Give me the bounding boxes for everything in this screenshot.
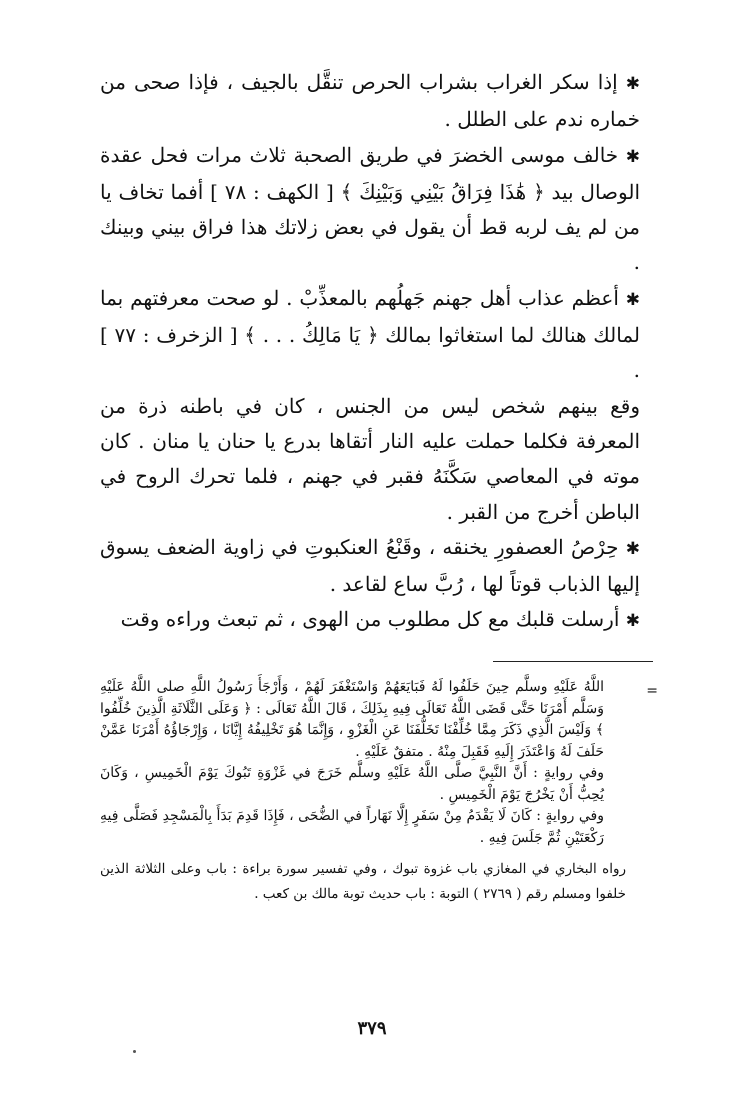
star-bullet-icon: ✱ [625, 538, 640, 559]
footnote-divider [493, 661, 653, 662]
paragraph-4-text: وقع بينهم شخص ليس من الجنس ، كان في باطنه ذرة من المعرفة فكلما حملت عليه النار أتقاها بدرع يا حنان يا منان . كان موته في المعاصي سَكَّنَهُ فقبر في جهنم ، فلما تحرك الروح في الباطن أخرج من القبر . [100, 393, 640, 524]
footnote-continuation-mark: = [646, 683, 658, 699]
paragraph-5-text: حِرْصُ العصفورِ يخنقه ، وقَنْعُ العنكبوتِ في زاوية الضعف يسوق إليها الذباب قوتاً لها ، رُبَّ ساع لقاعد . [100, 534, 640, 597]
main-text [100, 65, 640, 640]
star-bullet-icon: ✱ [625, 74, 641, 94]
star-bullet-icon: ✱ [625, 146, 640, 167]
footnote-line-3: وفي روايةٍ : كَانَ لَا يَقْدَمُ مِنْ سَفَرٍ إِلَّا نَهَاراً في الضُّحَى ، فَإِذَا قَدِمَ بَدَأَ بِالْمَسْجِدِ فَصَلَّى فِيهِ رَكْعَتَيْنِ ثُمَّ جَلَسَ فِيهِ . [100, 808, 604, 846]
paragraph-1 [100, 65, 640, 138]
speck-mark [133, 1050, 136, 1053]
footnote-line-1: اللَّهُ عَلَيْهِ وسلَّم حِينَ حَلَفُوا لَهُ فَبَايَعَهُمْ وَاسْتَغْفَرَ لَهُمْ ، وَأَرْجَأَ رَسُولُ اللَّهِ صلى اللَّهُ عَلَيْهِ وَسَلَّم أَمْرَنَا حَتَّى قَضَى اللَّهُ تَعَالَى فِيهِ بِذَلِكَ ، قَالَ اللَّهُ تَعَالَى : ﴿ وَعَلَى الثَّلَاثَةِ الَّذِينَ خُلِّفُوا ﴾ وَلَيْسَ الَّذِي ذَكَرَ مِمَّا خُلِّفْنَا تَخَلُّفَنَا عَنِ الْغَزْوِ ، وَإِنَّمَا هُوَ تَخْلِيفُهُ إِيَّانَا ، وَإِرْجَاؤُهُ أَمْرَنَا عَمَّنْ حَلَفَ لَهُ وَاعْتَذَرَ إِلَيهِ فَقَبِلَ مِنْهُ . متفقٌ عَلَيْهِ . [100, 679, 604, 760]
footnote [100, 677, 626, 907]
star-bullet-icon: ✱ [625, 611, 640, 632]
footnote-line-2: وفي روايةٍ : أَنَّ النَّبِيَّ صلَّى اللَّهُ عَلَيْهِ وسلَّم خَرَجَ في غَزْوَةِ تَبُوكَ يَوْمَ الْخَمِيسِ ، وَكَانَ يُحِبُّ أَنْ يَخْرُجَ يَوْمَ الْخَمِيسِ . [100, 765, 604, 803]
paragraph-4 [100, 389, 640, 530]
paragraph-1-text: إذا سكر الغراب بشراب الحرص تنقَّل بالجيف ، فإذا صحى من خماره ندم على الطلل . [100, 70, 640, 132]
paragraph-3-text: أعظم عذاب أهل جهنم جَهلُهم بالمعذِّبْ . لو صحت معرفتهم بما لمالك هنالك لما استغاثوا بمالك ﴿ يَا مَالِكُ . . . ﴾ [ الزخرف : ٧٧ ] . [100, 285, 640, 383]
paragraph-2-text: خالف موسى الخضرَ في طريق الصحبة ثلاث مرات فحل عقدة الوصال بيد ﴿ هَٰذَا فِرَاقُ بَيْنِي وَبَيْنِكَ ﴾ [ الكهف : ٧٨ ] أفما تخاف يا من لم يف لربه قط أن يقول في بعض زلاتك هذا فراق بيني وبينك . [100, 142, 640, 275]
paragraph-3 [100, 281, 640, 389]
paragraph-6 [100, 602, 640, 639]
star-bullet-icon: ✱ [625, 289, 641, 310]
paragraph-5 [100, 530, 640, 603]
page-number: ٣٧٩ [357, 1018, 387, 1039]
footnote-reference: رواه البخاري في المغازي باب غزوة تبوك ، وفي تفسير سورة براءة : باب وعلى الثلاثة الذين خلفوا ومسلم رقم ( ٢٧٦٩ ) التوبة : باب حديث توبة مالك بن كعب . [100, 861, 626, 902]
paragraph-2 [100, 138, 640, 281]
paragraph-6-text: أرسلت قلبك مع كل مطلوب من الهوى ، ثم تبعث وراءه وقت [120, 607, 620, 632]
